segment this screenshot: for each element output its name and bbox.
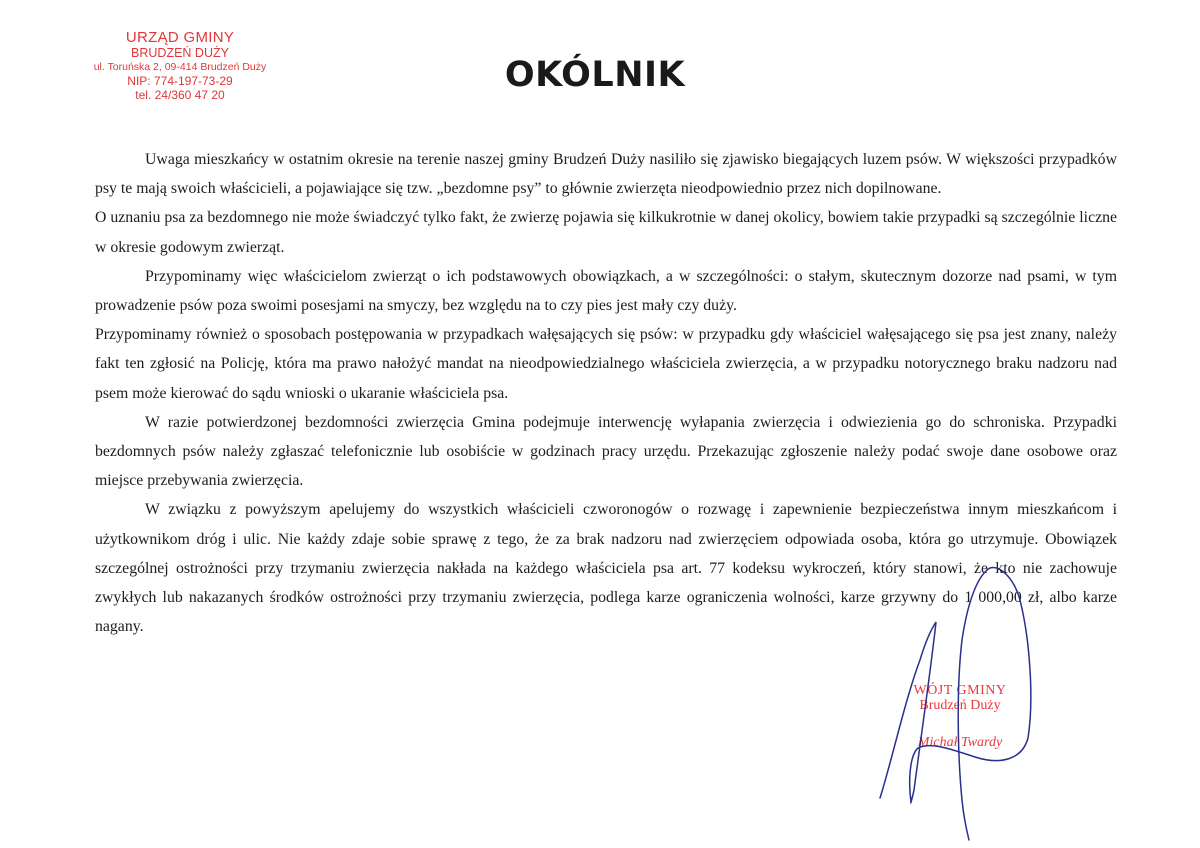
document-body	[95, 145, 1117, 641]
paragraph-2: O uznaniu psa za bezdomnego nie może świadczyć tylko fakt, że zwierzę pojawia się kilkukrotnie w danej okolicy, bowiem takie przypadki są szczególnie liczne w okresie godowym zwierząt.	[95, 209, 1117, 256]
stamp-nip: NIP: 774-197-73-29	[127, 74, 233, 88]
paragraph-4: Przypominamy również o sposobach postępowania w przypadkach wałęsających się psów: w przypadku gdy właściciel wałęsającego się psa jest znany, należy fakt ten zgłosić na Policję, która ma prawo nałożyć mandat na nieodpowiedzialnego właściciela zwierzęcia, a w przypadku notorycznego braku nadzoru nad psem może kierować do sądu wnioski o ukaranie właściciela psa.	[95, 326, 1117, 402]
paragraph-6: W związku z powyższym apelujemy do wszystkich właścicieli czworonogów o rozwagę i zapewnienie bezpieczeństwa innym mieszkańcom i użytkownikom dróg i ulic. Nie każdy zdaje sobie sprawę z tego, że za brak nadzoru nad zwierzęciem odpowiada osoba, która go utrzymuje. Obowiązek szczególnej ostrożności przy trzymaniu zwierzęcia nakłada na każdego właściciela psa art. 77 kodeksu wykroczeń, który stanowi, że kto nie zachowuje zwykłych lub nakazanych środków ostrożności przy trzymaniu zwierzęcia, podlega karze ograniczenia wolności, karze grzywny do 1 000,00 zł, albo karze nagany.	[95, 501, 1117, 636]
signature-stamp-municipality: Brudzeń Duży	[919, 698, 1001, 713]
signature-stamp	[890, 683, 1030, 750]
document-title: OKÓLNIK	[504, 55, 686, 95]
stamp-address: ul. Toruńska 2, 09-414 Brudzeń Duży	[93, 61, 267, 73]
paragraph-3: Przypominamy więc właścicielom zwierząt o ich podstawowych obowiązkach, a w szczególności: o stałym, skutecznym dozorze nad psami, w tym prowadzenie psów poza swoimi posesjami na smyczy, bez względu na to czy pies jest mały czy duży.	[95, 267, 1117, 315]
paragraph-1: Uwaga mieszkańcy w ostatnim okresie na terenie naszej gminy Brudzeń Duży nasiliło się zjawisko biegających luzem psów. W większości przypadków psy te mają swoich właścicieli, a pojawiające się tzw. „bezdomne psy” to głównie zwierzęta nieodpowiednio przez nich dopilnowane.	[95, 151, 1117, 198]
stamp-phone: tel. 24/360 47 20	[135, 88, 225, 102]
office-stamp	[70, 30, 290, 102]
signature-stamp-name: Michał Twardy	[917, 735, 1003, 750]
signature-stamp-title: WÓJT GMINY	[913, 683, 1007, 698]
paragraph-5: W razie potwierdzonej bezdomności zwierzęcia Gmina podejmuje interwencję wyłapania zwierzęcia i odwiezienia go do schroniska. Przypadki bezdomnych psów należy zgłaszać telefonicznie lub osobiście w godzinach pracy urzędu. Przekazując zgłoszenie należy podać swoje dane osobowe oraz miejsce przebywania zwierzęcia.	[95, 413, 1117, 490]
stamp-municipality: BRUDZEŃ DUŻY	[131, 46, 229, 60]
stamp-office-name: URZĄD GMINY	[125, 29, 235, 46]
